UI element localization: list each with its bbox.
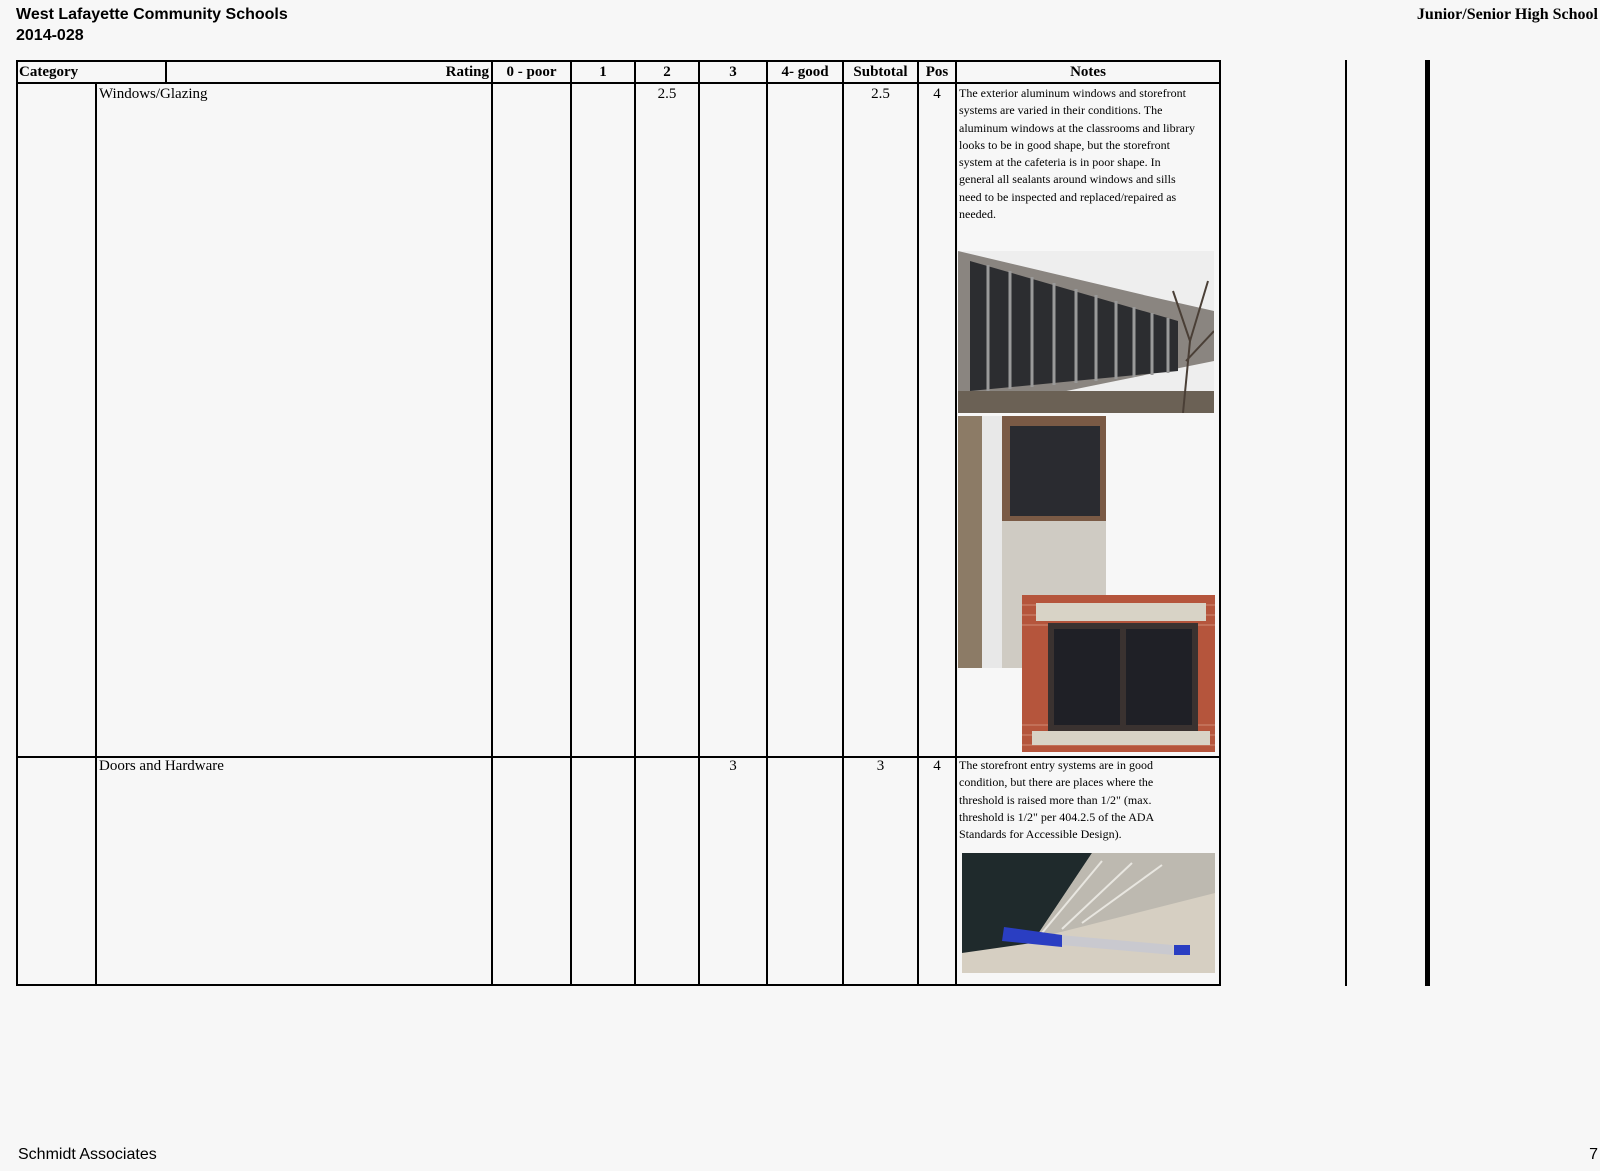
photo-window-band (958, 251, 1214, 413)
header-category: Category (19, 64, 79, 80)
body-col-divider (95, 83, 97, 986)
row-subtotal: 3 (876, 758, 885, 774)
photo-brick-window (1022, 595, 1215, 752)
header-pos: Pos (925, 64, 949, 80)
notes-line: general all sealants around windows and sills (959, 172, 1176, 187)
header-rating-3: 3 (729, 64, 737, 80)
col-divider-1 (634, 60, 636, 986)
notes-line: aluminum windows at the classrooms and library (959, 120, 1195, 135)
margin-rule-thin (1345, 60, 1347, 986)
col-divider-3 (766, 60, 768, 986)
row-pos: 4 (933, 758, 941, 774)
footer-firm: Schmidt Associates (18, 1146, 157, 1163)
header-rating-2: 2 (663, 64, 671, 80)
notes-line: threshold is 1/2" per 404.2.5 of the ADA (959, 809, 1155, 824)
col-divider-subtotal (917, 60, 919, 986)
notes-line: needed. (959, 207, 996, 222)
notes-line: need to be inspected and replaced/repaired as (959, 189, 1177, 204)
row-item-label: Doors and Hardware (99, 758, 224, 774)
header-subtotal: Subtotal (853, 64, 908, 80)
notes-line: threshold is raised more than 1/2" (max. (959, 792, 1152, 807)
header-rating-0: 0 - poor (506, 64, 557, 80)
notes-line: The storefront entry systems are in good (959, 758, 1153, 772)
district-name: West Lafayette Community Schools (16, 6, 288, 23)
notes-line: condition, but there are places where the (959, 775, 1154, 790)
col-divider-0 (570, 60, 572, 986)
row-pos: 4 (933, 86, 941, 102)
building-name: Junior/Senior High School (1416, 6, 1598, 23)
row-item-label: Windows/Glazing (99, 86, 208, 102)
header-rating-4: 4- good (781, 64, 829, 80)
photo-door-threshold (962, 853, 1215, 973)
row-rating-2-value: 2.5 (657, 86, 677, 102)
margin-rule-thick (1425, 60, 1430, 986)
row-subtotal: 2.5 (871, 86, 890, 102)
header-divider (16, 82, 1221, 84)
col-divider-rating (491, 60, 493, 986)
notes-line: Standards for Accessible Design). (959, 827, 1122, 842)
header-rating-1: 1 (599, 64, 607, 80)
notes-line: looks to be in good shape, but the storefront (959, 137, 1170, 152)
header-rating: Rating (445, 64, 489, 80)
notes-line: systems are varied in their conditions. The (959, 103, 1163, 118)
notes-line: The exterior aluminum windows and storefront (959, 86, 1186, 100)
project-number: 2014-028 (16, 27, 84, 44)
row-notes (959, 757, 1219, 843)
row-rating-3-value: 3 (729, 758, 737, 774)
notes-line: system at the cafeteria is in poor shape. In (959, 155, 1161, 170)
col-divider-2 (698, 60, 700, 986)
col-divider-4 (842, 60, 844, 986)
page-number: 7 (1589, 1146, 1598, 1163)
header-notes: Notes (1070, 64, 1106, 80)
row-notes (959, 85, 1219, 223)
col-divider-pos (955, 60, 957, 986)
document-header (16, 4, 288, 46)
